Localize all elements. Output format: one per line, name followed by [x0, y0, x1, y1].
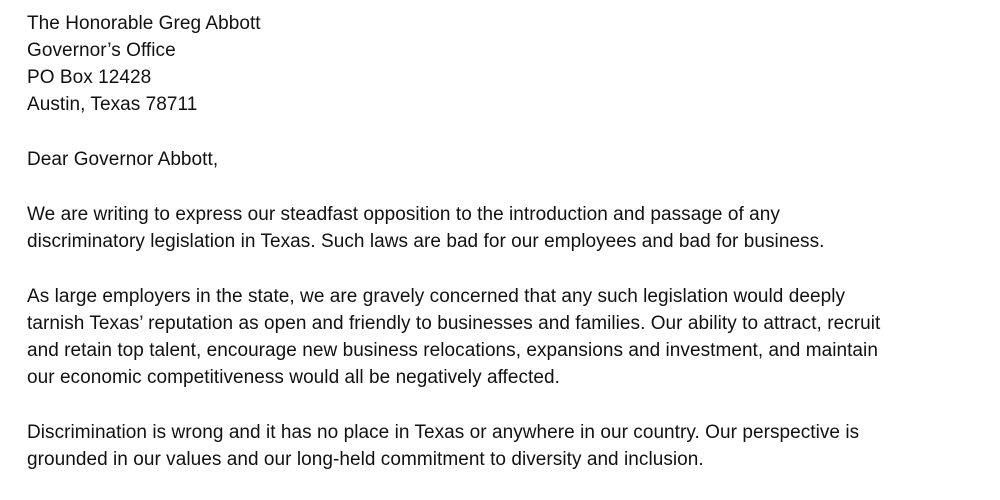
address-line-city: Austin, Texas 78711	[27, 94, 198, 115]
spacer	[27, 173, 987, 201]
paragraph-line: Discrimination is wrong and it has no place in Texas or anywhere in our country. Our perspective is	[27, 422, 860, 443]
salutation: Dear Governor Abbott,	[27, 149, 219, 170]
paragraph-line: grounded in our values and our long-held commitment to diversity and inclusion.	[27, 449, 704, 470]
recipient-address	[27, 10, 987, 118]
address-line-office: Governor’s Office	[27, 40, 176, 61]
paragraph-line: and retain top talent, encourage new business relocations, expansions and investment, and maintain	[27, 340, 878, 361]
paragraph-line: tarnish Texas’ reputation as open and friendly to businesses and families. Our ability to attract, recruit	[27, 313, 881, 334]
paragraph-line: As large employers in the state, we are gravely concerned that any such legislation would deeply	[27, 286, 846, 307]
address-line-pobox: PO Box 12428	[27, 67, 152, 88]
paragraph-line: discriminatory legislation in Texas. Such laws are bad for our employees and bad for business.	[27, 231, 825, 252]
paragraph-discrimination	[27, 419, 987, 473]
paragraph-opposition	[27, 201, 987, 255]
paragraph-line: our economic competitiveness would all be negatively affected.	[27, 367, 560, 388]
spacer	[27, 118, 987, 146]
paragraph-employers	[27, 283, 987, 391]
spacer	[27, 255, 987, 283]
address-line-name: The Honorable Greg Abbott	[27, 13, 261, 34]
paragraph-line: We are writing to express our steadfast opposition to the introduction and passage of any	[27, 204, 780, 225]
letter-body	[27, 10, 987, 473]
spacer	[27, 391, 987, 419]
